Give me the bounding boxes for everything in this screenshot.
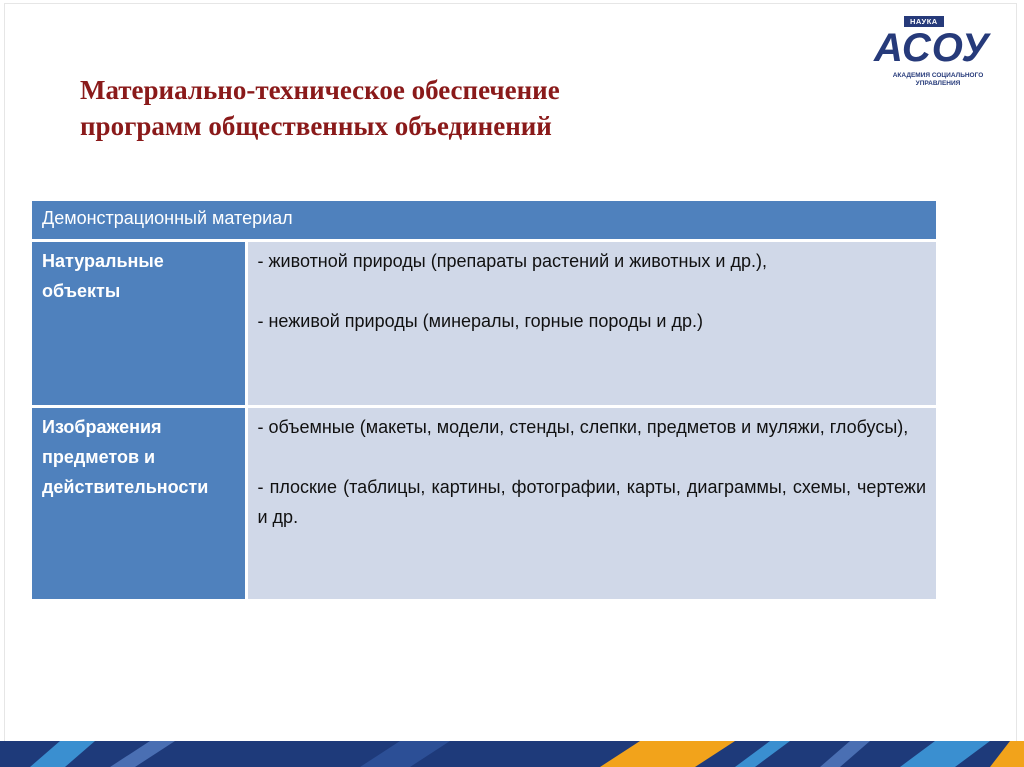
slide-title: [80, 72, 780, 144]
table-header: Демонстрационный материал: [32, 201, 936, 241]
slide-title-line-1: Материально-техническое обеспечение: [80, 75, 560, 105]
demo-material-table: [32, 201, 936, 599]
row-head-images: Изображения предметов и действительности: [32, 407, 246, 600]
table-row: [32, 407, 936, 600]
logo-mark: АСОУ: [874, 26, 990, 70]
logo-subtitle: АКАДЕМИЯ СОЦИАЛЬНОГО УПРАВЛЕНИЯ: [892, 72, 984, 87]
table-row: [32, 241, 936, 407]
slide-title-line-2: программ общественных объединений: [80, 111, 552, 141]
list-item: - животной природы (препараты растений и животных и др.),: [257, 251, 767, 271]
list-item: - объемные (макеты, модели, стенды, слепки, предметов и муляжи, глобусы),: [257, 417, 909, 437]
decorative-footer-band: [0, 741, 1024, 767]
footer-pattern: [0, 741, 1024, 767]
row-content-images: [246, 407, 936, 600]
row-head-natural-objects: Натуральные объекты: [32, 241, 246, 407]
list-item: - плоские (таблицы, картины, фотографии, карты, диаграммы, схемы, чертежи и др.: [257, 477, 926, 527]
logo-tag: НАУКА: [904, 16, 944, 27]
asou-logo: [874, 16, 1000, 92]
list-item: - неживой природы (минералы, горные породы и др.): [257, 311, 703, 331]
row-content-natural-objects: [246, 241, 936, 407]
